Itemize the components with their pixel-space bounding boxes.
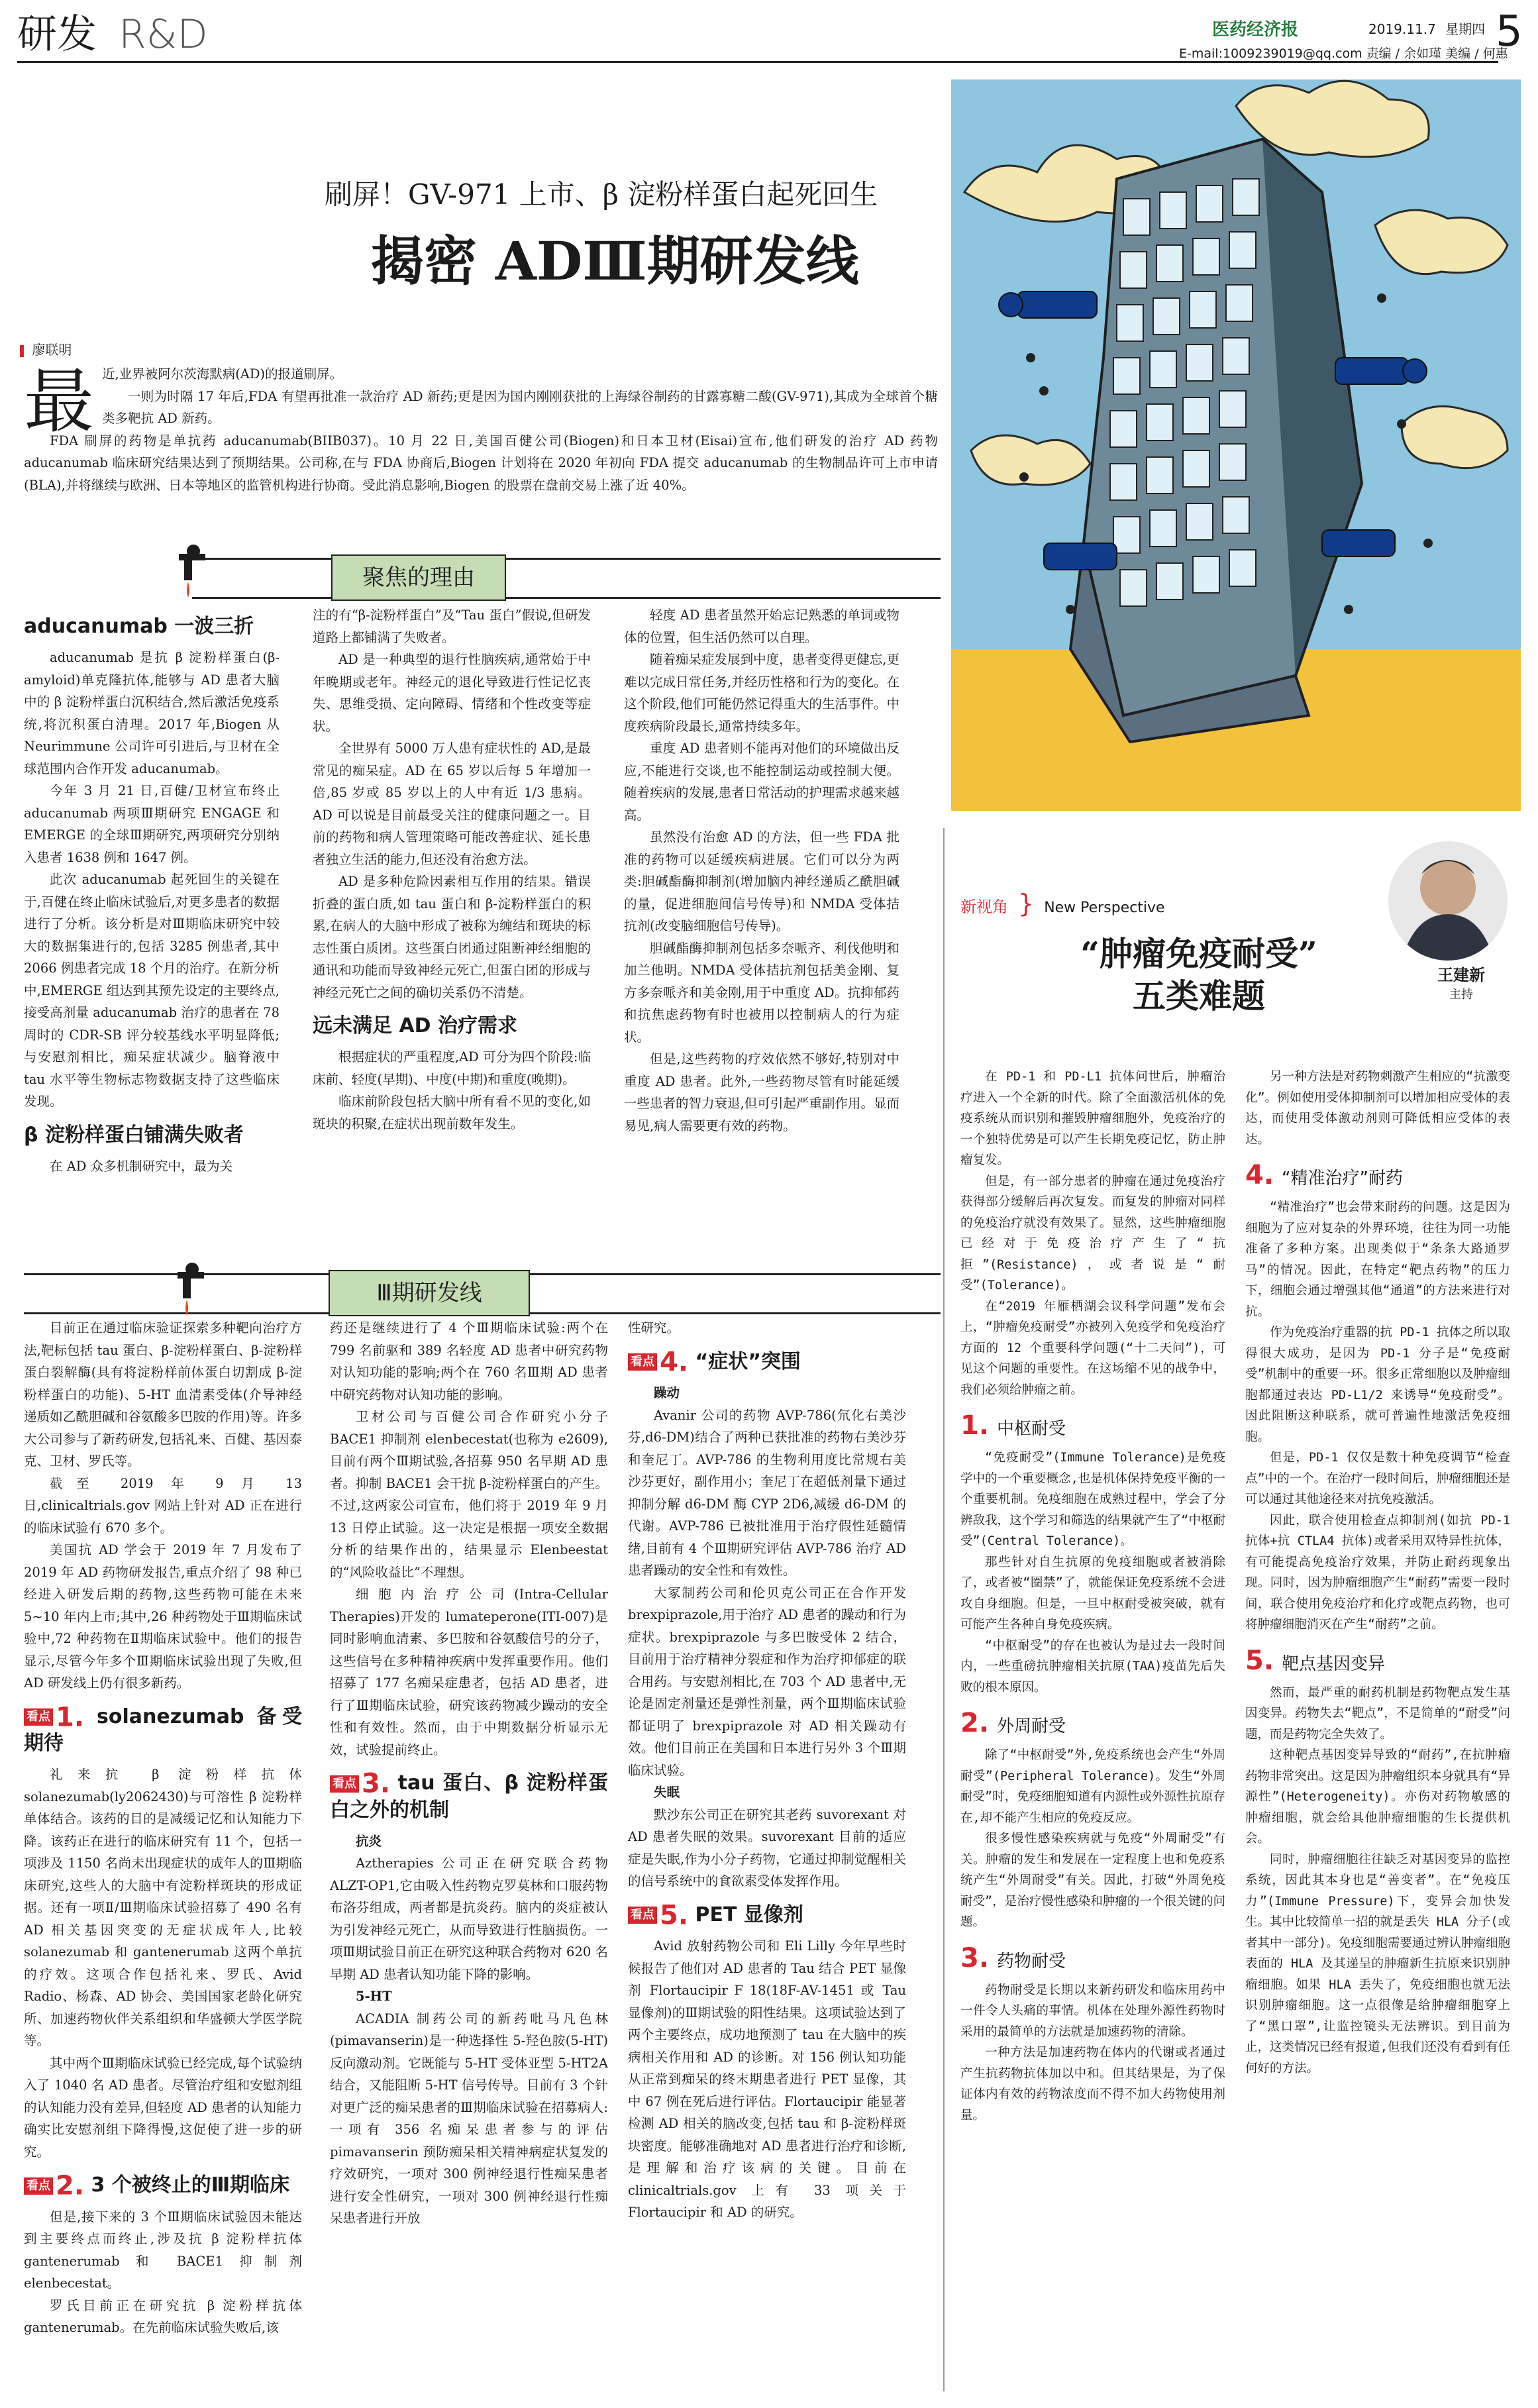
intro-p1: 近,业界被阿尔茨海默病(AD)的报道刷屏。 — [102, 366, 343, 382]
intro-text — [24, 363, 938, 496]
s2c1-p5: 其中两个Ⅲ期临床试验已经完成,每个试验纳入了 1040 名 AD 患者。尽管治疗组和安慰剂组的认知能力没有差异,但轻度 AD 患者的认知能力确实比安慰剂组下降得慢,这促使了进一步的研究。 — [24, 2055, 302, 2160]
column-divider — [943, 828, 945, 2391]
focus4-tag: 看点 — [628, 1353, 657, 1371]
cc1-p1: 在 PD-1 和 PD-L1 抗体问世后，肿瘤治疗进入一个全新的时代。除了全面激活机体的免疫系统从而识别和摧毁肿瘤细胞外，免疫治疗的一个独特优势是可以产生长期免疫记忆，防止肿瘤复发。 — [960, 1070, 1225, 1167]
s1c1-p1: aducanumab 是抗 β 淀粉样蛋白(β-amyloid)单克隆抗体,能够与 AD 患者大脑中的 β 淀粉样蛋白沉积结合,然后激活免疫系统,将沉积蛋白清理。2017 年,Biogen 从 Neurimmune 公司许可引进后,与卫材在全球范围内合作开发 aducanumab。 — [24, 650, 280, 776]
s2c1-p7: 罗氏目前正在研究抗 β 淀粉样抗体 gantenerumab。在先前临床试验失败后,该 — [24, 2297, 302, 2335]
cc1-p7: 除了“中枢耐受”外,免疫系统也会产生“外周耐受”(Peripheral Tolerance)。发生“外周耐受”时，免疫细胞知道有内源性或外源性抗原存在,却不能产生相应的免疫反应。 — [960, 1748, 1225, 1825]
focus2-tag: 看点 — [24, 2177, 53, 2195]
topic2-title: 外周耐受 — [997, 1716, 1066, 1736]
s2c1-p2: 截至 2019 年 9 月 13 日,clinicaltrials.gov 网站上针对 AD 正在进行的临床试验有 670 多个。 — [24, 1475, 302, 1536]
topic4-number: 4. — [1245, 1160, 1274, 1190]
section2-banner — [24, 1273, 941, 1314]
column-col1 — [960, 1067, 1225, 2126]
masthead-rule — [17, 61, 1498, 63]
cc2-p6: 然而，最严重的耐药机制是药物靶点发生基因变异。药物失去“靶点”，不是简单的“耐受”问题，而是药物完全失效了。 — [1245, 1685, 1510, 1742]
s2c3-p1: 性研究。 — [628, 1320, 680, 1335]
author: 廖联明 — [32, 342, 72, 358]
weekday: 星期四 — [1445, 21, 1486, 37]
section2-col3 — [628, 1317, 906, 2224]
cc1-p5: 那些针对自生抗原的免疫细胞或者被消除了，或者被“圈禁”了，就能保证免疫系统不会进攻自身细胞。但是，一旦中枢耐受被突破，就有可能产生各种自身免疫疾病。 — [960, 1555, 1225, 1632]
s2c2-p5: ACADIA 制药公司的新药吡马凡色林(pimavanserin)是一种选择性 5-羟色胺(5-HT)反向激动剂。它既能与 5-HT 受体亚型 5-HT2A 结合，又能阻断 5-HT 信号传导。目前有 3 个针对更广泛的痴呆患者的Ⅲ期临床试验在招募病人:一项有 356 名痴呆患者参与的评估 pimavanserin 预防痴呆相关精神病症状复发的疗效研究，一项对 300 例神经退行性痴呆患者进行安全性研究，一项对 300 例神经退行性痴呆患者进行开放 — [330, 2011, 608, 2226]
city-building-image — [951, 79, 1521, 811]
s1c2-p4: AD 是多种危险因素相互作用的结果。错误折叠的蛋白质,如 tau 蛋白和 β-淀粉样蛋白的积累,在病人的大脑中形成了被称为缠结和斑块的标志性蛋白质团。这些蛋白团通过阻断神经细胞的通讯和功能而导致神经元死亡,但蛋白团的形成与神经元死亡之间的确切关系仍不清楚。 — [313, 874, 591, 1000]
topic1-heading — [960, 1412, 1225, 1442]
cc2-p2: “精准治疗”也会带来耐药的问题。这是因为细胞为了应对复杂的外界环境，往往为同一功能准备了多种方案。出现类似于“条条大路通罗马”的情况。因此，在特定“靶点药物”的压力下，细胞会通过增强其他“通道”的方法来进行对抗。 — [1245, 1200, 1510, 1319]
cc1-p9: 药物耐受是长期以来新药研发和临床用药中一件令人头痛的事情。机体在处理外源性药物时采用的最简单的方法就是加速药物的清除。 — [960, 1983, 1225, 2039]
focus3-heading — [330, 1770, 608, 1824]
s2c1-p1: 目前正在通过临床验证探索多种靶向治疗方法,靶标包括 tau 蛋白、β-淀粉样蛋白、β-淀粉样蛋白裂解酶(具有将淀粉样前体蛋白切割成 β-淀粉样蛋白的功能)、5-HT 血清素受体(介导神经递质如乙酰胆碱和谷氨酸多巴胺的作用)等。许多大公司参与了新药研发,包括礼来、百健、基因泰克、卫材、罗氏等。 — [24, 1320, 302, 1469]
topic1-number: 1. — [960, 1410, 990, 1441]
cc1-p4: “免疫耐受”(Immune Tolerance)是免疫学中的一个重要概念,也是机体保持免疫平衡的一个重要机制。免疫细胞在成熟过程中，学会了分辨敌我，这个学习和筛选的结果就产生了“中枢耐受”(Central Tolerance)。 — [960, 1451, 1225, 1548]
topic4-heading — [1245, 1162, 1510, 1192]
s1c2-p1: 注的有“β-淀粉样蛋白”及“Tau 蛋白”假说,但研发道路上都铺满了失败者。 — [313, 607, 591, 645]
focus5-title: PET 显像剂 — [695, 1903, 803, 1926]
aducanumab-heading: aducanumab 一波三折 — [24, 615, 254, 638]
amyloid-heading: β 淀粉样蛋白铺满失败者 — [24, 1123, 244, 1147]
unmet-need-heading: 远未满足 AD 治疗需求 — [313, 1014, 518, 1037]
section2-banner-label: Ⅲ期研发线 — [329, 1270, 530, 1316]
issue-date — [1368, 19, 1485, 38]
intro-p2: 一则为时隔 17 年后,FDA 有望再批准一款治疗 AD 新药;更是因为国内刚刚获批的上海绿谷制药的甘露寡糖二酸(GV-971),其成为全球首个糖类多靶抗 AD 新药。 — [102, 388, 938, 426]
topic5-title: 靶点基因变异 — [1282, 1653, 1386, 1674]
topic3-heading — [960, 1942, 1225, 1975]
host-name: 王建新 — [1437, 966, 1485, 984]
s1c1-p4: 在 AD 众多机制研究中，最为关 — [50, 1158, 233, 1174]
focus4-title: “症状”突围 — [695, 1349, 801, 1373]
section-label — [17, 9, 208, 60]
s2c2-p1: 药还是继续进行了 4 个Ⅲ期临床试验:两个在 799 名前驱和 389 名轻度 AD 患者中研究药物对认知功能的影响;两个在 760 名Ⅲ期 AD 患者中研究药物对认知功能的影响。 — [330, 1320, 608, 1402]
section1-banner — [192, 558, 941, 599]
perspective-tag — [960, 889, 1165, 918]
s1c3-p1: 轻度 AD 患者虽然开始忘记熟悉的单词或物体的位置，但生活仍然可以自理。 — [624, 607, 899, 645]
s2c2-p3: 细胞内治疗公司(Intra-Cellular Therapies)开发的 lumateperone(ITI-007)是同时影响血清素、多巴胺和谷氨酸信号的分子，这些信号在多种精神疾病中发挥重要作用。他们招募了 177 名痴呆症患者，包括 AD 患者，进行了Ⅲ期临床试验，研究该药物减少躁动的安全性和有效性。然而，由于中期数据分析显示无效，试验提前终止。 — [330, 1587, 608, 1757]
topic1-title: 中枢耐受 — [997, 1419, 1066, 1439]
s1c1-p2: 今年 3 月 21 日,百健/卫材宣布终止 aducanumab 两项Ⅲ期研究 ENGAGE 和 EMERGE 的全球Ⅲ期研究,两项研究分别纳入患者 1638 例和 1647 例。 — [24, 783, 280, 865]
intro-dropcap: 最 — [24, 361, 94, 443]
focus1-title: solanezumab 备受期待 — [24, 1704, 302, 1755]
section1-banner-label: 聚焦的理由 — [331, 554, 506, 601]
page-number: 5 — [1496, 7, 1523, 56]
date: 2019.11.7 — [1368, 21, 1436, 37]
cc1-p2: 但是，有一部分患者的肿瘤在通过免疫治疗获得部分缓解后再次复发。而复发的肿瘤对同样的免疫治疗就没有效果了。显然，这些肿瘤细胞已经对于免疫治疗产生了“抗拒”(Resistance)，或者说是“耐受”(Tolerance)。 — [960, 1174, 1225, 1292]
focus3-number: 3. — [362, 1768, 391, 1799]
section1-col3 — [624, 604, 899, 1137]
s1c2-p2: AD 是一种典型的退行性脑疾病,通常始于中年晚期或老年。神经元的退化导致进行性记忆丧失、思维受损、定向障碍、情绪和个性改变等症状。 — [313, 652, 591, 734]
focus2-title: 3 个被终止的Ⅲ期临床 — [91, 2173, 290, 2197]
cc2-p1: 另一种方法是对药物刺激产生相应的“抗激变化”。例如使用受体抑制剂可以增加相应受体的表达，而使用受体激动剂则可降低相应受体的表达。 — [1245, 1070, 1510, 1147]
focus4-heading — [628, 1349, 906, 1376]
byline — [20, 339, 72, 358]
topic5-heading — [1245, 1645, 1510, 1677]
cc1-p8: 很多慢性感染疾病就与免疫“外周耐受”有关。肿瘤的发生和发展在一定程度上也和免疫系统产生“外周耐受”有关。因此，打破“外周免疫耐受”，是治疗慢性感染和肿瘤的一个很关键的问题。 — [960, 1832, 1225, 1929]
focus1-tag: 看点 — [24, 1708, 53, 1726]
focus5-tag: 看点 — [628, 1907, 657, 1924]
s2c1-p4: 礼来抗 β 淀粉样抗体 solanezumab(ly2062430)与可溶性 β 淀粉样单体结合。该药的目的是减缓记忆和认知能力下降。该药正在进行的临床研究有 11 个，包括一项涉及 1150 名尚未出现症状的成年人的Ⅲ期临床研究,这些人的大脑中有淀粉样斑块的形成证据。还有一项Ⅱ/Ⅲ期临床试验招募了 490 名有 AD 相关基因突变的无症状成年人,比较 solanezumab 和 gantenerumab 这两个单抗的疗效。这项合作包括礼来、罗氏、Avid Radio、杨森、AD 协会、美国国家老龄化研究所、加速药物伙伴关系组织和华盛顿大学医学院等。 — [24, 1767, 302, 2048]
cc2-p3: 作为免疫治疗重器的抗 PD-1 抗体之所以取得很大成功，是因为 PD-1 分子是“免疫耐受”机制中的重要一环。很多正常细胞以及肿瘤细胞都通过表达 PD-L1/2 来诱导“免疫耐受”。因此阻断这种联系，就可普遍性地激活免疫细胞。 — [1245, 1326, 1510, 1444]
paper-logo: 医药经济报 — [1212, 20, 1299, 40]
s1c3-p6: 但是,这些药物的疗效依然不够好,特别对中重度 AD 患者。此外,一些药物尽管有时能延缓一些患者的智力衰退,但可引起严重副作用。显而易见,病人需要更有效的药物。 — [624, 1051, 899, 1133]
topic2-heading — [960, 1710, 1225, 1740]
s1c3-p3: 重度 AD 患者则不能再对他们的环境做出反应,不能进行交谈,也不能控制运动或控制大便。随着疾病的发展,患者日常活动的护理需求越来越高。 — [624, 741, 899, 823]
s1c1-p3: 此次 aducanumab 起死回生的关键在于,百健在终止临床试验后,对更多患者的数据进行了分析。该分析是对Ⅲ期临床研究中较大的数据集进行的,包括 3285 例患者,其中 2066 例患者完成 18 个月的治疗。在新分析中,EMERGE 组达到其预先设定的主要终点,接受高剂量 aducanumab 治疗的患者在 78 周时的 CDR-SB 评分较基线水平明显降低;与安慰剂相比，痴呆症状减少。脑脊液中 tau 水平等生物标志物数据支持了这些临床发现。 — [24, 872, 280, 1109]
s2c3-sub2: 失眠 — [654, 1785, 680, 1800]
s1c3-p4: 虽然没有治愈 AD 的方法，但一些 FDA 批准的药物可以延缓疾病进展。它们可以分为两类:胆碱酯酶抑制剂(增加脑内神经递质乙酰胆碱的量，促进细胞间信号传导)和 NMDA 受体拮抗剂(改变脑细胞信号传导)。 — [624, 829, 899, 933]
topic3-number: 3. — [960, 1942, 990, 1973]
column-title — [1033, 933, 1364, 1018]
host-avatar — [1388, 841, 1508, 961]
focus5-number: 5. — [660, 1900, 689, 1930]
section-label-cn: 研发 — [17, 11, 97, 58]
s2c3-sub1: 躁动 — [654, 1385, 680, 1400]
headline-kicker: 刷屏！GV-971 上市、β 淀粉样蛋白起死回生 — [325, 178, 878, 211]
host-role: 主持 — [1449, 988, 1473, 1002]
s2c2-sub2: 5-HT — [356, 1989, 392, 2004]
focus2-heading — [24, 2172, 302, 2199]
s2c1-p3: 美国抗 AD 学会于 2019 年 7 月发布了 2019 年 AD 药物研发报告,重点介绍了 98 种已经进入研发后期的药物,这些药物可能在未来 5~10 年内上市;其中,26 种药物处于Ⅲ期临床试验中,72 种药物在Ⅱ期临床试验中。他们的报告显示,尽管今年多个Ⅲ期临床试验出现了失败,但 AD 研发线上仍有很多新药。 — [24, 1542, 302, 1691]
byline-marker — [20, 345, 24, 357]
contact-line: E-mail:1009239019@qq.com 责编 / 余如瑾 美编 / 何惠 — [1179, 46, 1508, 61]
s2c3-p3: 大冢制药公司和伦贝克公司正在合作开发 brexpiprazole,用于治疗 AD 患者的躁动和行为症状。brexpiprazole 与多巴胺受体 2 结合，目前用于治疗精神分裂症和作为治疗抑郁症的联合用药。与安慰剂相比,在 703 个 AD 患者中,无论是固定剂量还是弹性剂量，两个Ⅲ期临床试验都证明了 brexpiprazole 对 AD 相关躁动有效。他们目前正在美国和日本进行另外 3 个Ⅲ期临床试验。 — [628, 1585, 906, 1778]
section1-col2 — [313, 604, 591, 1135]
section2-col1 — [24, 1317, 302, 2339]
focus4-number: 4. — [660, 1347, 689, 1377]
focus1-number: 1. — [56, 1702, 85, 1732]
s1c2-p3: 全世界有 5000 万人患有症状性的 AD,是最常见的痴呆症。AD 在 65 岁以后每 5 年增加一倍,85 岁或 85 岁以上的人中有近 1/3 患病。AD 可以说是目前最受关注的健康问题之一。目前的药物和病人管理策略可能改善症状、延长患者独立生活的能力,但还没有治愈方法。 — [313, 741, 591, 867]
section1-col1 — [24, 604, 280, 1177]
cc1-p3: 在“2019 年雁栖湖会议科学问题”发布会上，“肿瘤免疫耐受”亦被列入免疫学和免疫治疗方面的 12 个重要科学问题(“十二天问”)，可见这个问题的重要性。在这场缩不见的战争中，我们必须给肿瘤之前。 — [960, 1299, 1225, 1397]
s1c2-p5: 根据症状的严重程度,AD 可分为四个阶段:临床前、轻度(早期)、中度(中期)和重度(晚期)。 — [313, 1049, 591, 1087]
section-label-en: R&D — [119, 11, 208, 58]
portrait-icon — [1388, 841, 1508, 961]
cc2-p7: 这种靶点基因变异导致的“耐药”,在抗肿瘤药物非常突出。这是因为肿瘤组织本身就具有“异源性”(Heterogeneity)。亦伤对药物敏感的肿瘤细胞，就会给具他肿瘤细胞的生长提供机会。 — [1245, 1748, 1510, 1846]
s2c3-p2: Avanir 公司的药物 AVP-786(氘化右美沙芬,d6-DM)结合了两种已获批准的药物右美沙芬和奎尼丁。AVP-786 的生物利用度比常规右美沙芬更好，副作用小；奎尼丁在超低剂量下通过抑制分解 d6-DM 酶 CYP 2D6,减缓 d6-DM 的代谢。AVP-786 已被批准用于治疗假性延髓情绪,目前有 4 个Ⅲ期研究评估 AVP-786 治疗 AD 患者躁动的安全性和有效性。 — [628, 1407, 906, 1578]
s2c2-p4: Aztherapies 公司正在研究联合药物 ALZT-OP1,它由吸入性药物克罗莫林和口服药物布洛芬组成，两者都是抗炎药。脑内的炎症被认为引发神经元死亡，从而导致进行性脑损伤。一项Ⅲ期试验目前正在研究这种联合药物对 620 名早期 AD 患者认知功能下降的影响。 — [330, 1856, 608, 1982]
focus5-heading — [628, 1902, 906, 1929]
s2c3-p4: 默沙东公司正在研究其老药 suvorexant 对 AD 患者失眠的效果。suvorexant 目前的适应症是失眠,作为小分子药物，它通过抑制觉醒相关的信号系统中的食欲素受体发挥作用。 — [628, 1806, 906, 1889]
s1c2-p6: 临床前阶段包括大脑中所有看不见的变化,如斑块的积聚,在症状出现前数年发生。 — [313, 1094, 591, 1131]
s2c3-p5: Avid 放射药物公司和 Eli Lilly 今年早些时候报告了他们对 AD 患者的 Tau 结合 PET 显像剂 Flortaucipir F 18(18F-AV-1451 或 Tau 显像剂)的Ⅲ期试验的阳性结果。这项试验达到了两个主要终点，成功地预测了 tau 在大脑中的疾病相关作用和 AD 的诊断。对 156 例认知功能从正常到痴呆的终末期患者进行 PET 显像，其中 67 例在死后进行评估。Flortaucipir 能显著检测 AD 相关的脑改变,包括 tau 和 β-淀粉样斑块密度。能够准确地对 AD 患者进行治疗和诊断,是理解和治疗该病的关键。目前在 clinicaltrials.gov 上有 33 项关于 Flortaucipir 和 AD 的研究。 — [628, 1938, 906, 2220]
topic4-title: “精准治疗”耐药 — [1282, 1169, 1403, 1188]
s1c3-p2: 随着痴呆症发展到中度，患者变得更健忘,更难以完成日常任务,并经历性格和行为的变化。在这个阶段,他们可能仍然记得重大的生活事件。中度疾病阶段最长,通常持续多年。 — [624, 652, 899, 734]
focus2-number: 2. — [56, 2170, 85, 2201]
perspective-brace: } — [1018, 889, 1035, 918]
hero-illustration — [951, 79, 1521, 811]
section2-col2 — [330, 1317, 608, 2230]
cc2-p4: 但是，PD-1 仅仅是数十种免疫调节“检查点”中的一个。在治疗一段时间后，肿瘤细胞还是可以通过其他途径来对抗免疫激活。 — [1245, 1451, 1510, 1506]
s2c2-sub1: 抗炎 — [356, 1833, 382, 1849]
perspective-tag-en: New Perspective — [1044, 900, 1165, 916]
s2c2-p2: 卫材公司与百健公司合作研究小分子 BACE1 抑制剂 elenbecestat(也称为 e2609),目前有两个Ⅲ期试验,各招募 950 名早期 AD 患者。抑制 BACE1 会干扰 β-淀粉样蛋白的产生。不过,这两家公司宣布，他们将于 2019 年 9 月 13 日停止试验。这一决定是根据一项安全数据分析的结果作出的，结果显示 Elenbeestat 的“风险收益比”不理想。 — [330, 1409, 608, 1580]
intro-p3: FDA 刷屏的药物是单抗药 aducanumab(BIIB037)。10 月 22 日,美国百健公司(Biogen)和日本卫材(Eisai)宣布,他们研发的治疗 AD 药物 aducanumab 临床研究结果达到了预期结果。公司称,在与 FDA 协商后,Biogen 计划将在 2020 年初向 FDA 提交 aducanumab 的生物制品许可上市申请(BLA),并将继续与欧洲、日本等地区的监管机构进行协商。受此消息影响,Biogen 的股票在盘前交易上涨了近 40%。 — [24, 433, 938, 493]
focus3-tag: 看点 — [330, 1775, 359, 1793]
column-title-line2: 五类难题 — [1133, 976, 1265, 1016]
host-info — [1437, 962, 1485, 1002]
cc2-p8: 同时，肿瘤细胞往往缺乏对基因变异的监控系统，因此其本身也是“善变者”。在“免疫压力”(Immune Pressure)下，变异会加快发生。其中比较简单一招的就是丢失 HLA 分子(或者其中一部分)。免疫细胞需要通过辨认肿瘤细胞表面的 HLA 及其递呈的肿瘤新生抗原来识别肿瘤细胞。如果 HLA 丢失了，免疫细胞也就无法识别肿瘤细胞。这一点很像是给肿瘤细胞穿上了“黑口罩”,让监控镜头无法辨识。到目前为止，这类情况已经有报道,但我们还没有看到有任何好的方法。 — [1245, 1852, 1510, 2075]
headline-title: 揭密 ADⅢ期研发线 — [371, 230, 859, 292]
topic2-number: 2. — [960, 1708, 990, 1738]
faucet-icon-2 — [172, 1259, 219, 1318]
perspective-tag-cn: 新视角 — [960, 898, 1008, 916]
focus3-title: tau 蛋白、β 淀粉样蛋白之外的机制 — [330, 1771, 608, 1822]
s1c3-p5: 胆碱酯酶抑制剂包括多奈哌齐、利伐他明和加兰他明。NMDA 受体拮抗剂包括美金刚、复方多奈哌齐和美金刚,用于中重度 AD。抗抑郁药和抗焦虑药物有时也被用以控制病人的行为症状。 — [624, 940, 899, 1045]
cc1-p6: “中枢耐受”的存在也被认为是过去一段时间内，一些重磅抗肿瘤相关抗原(TAA)疫苗先后失败的根本原因。 — [960, 1638, 1225, 1695]
column-col2 — [1245, 1067, 1510, 2079]
s2c1-p6: 但是,接下来的 3 个Ⅲ期临床试验因未能达到主要终点而终止,涉及抗 β 淀粉样抗体 gantenerumab 和 BACE1 抑制剂 elenbecestat。 — [24, 2209, 302, 2291]
cc1-p10: 一种方法是加速药物在体内的代谢或者通过产生抗药物抗体加以中和。但其结果是，为了保证体内有效的药物浓度而不得不加大药物使用剂量。 — [960, 2046, 1225, 2122]
faucet-icon — [174, 541, 220, 600]
column-title-line1: “肿瘤免疫耐受” — [1080, 934, 1317, 973]
topic3-title: 药物耐受 — [997, 1951, 1066, 1971]
cc2-p5: 因此，联合使用检查点抑制剂(如抗 PD-1 抗体+抗 CTLA4 抗体)或者采用双特异性抗体，有可能提高免疫治疗效果，并防止耐药现象出现。同时，因为肿瘤细胞产生“耐药”需要一段时间，联合使用免疫治疗和化疗或靶点药物，也可将肿瘤细胞消灭在产生“耐药”之前。 — [1245, 1513, 1510, 1632]
topic5-number: 5. — [1245, 1645, 1274, 1676]
focus1-heading — [24, 1704, 302, 1757]
